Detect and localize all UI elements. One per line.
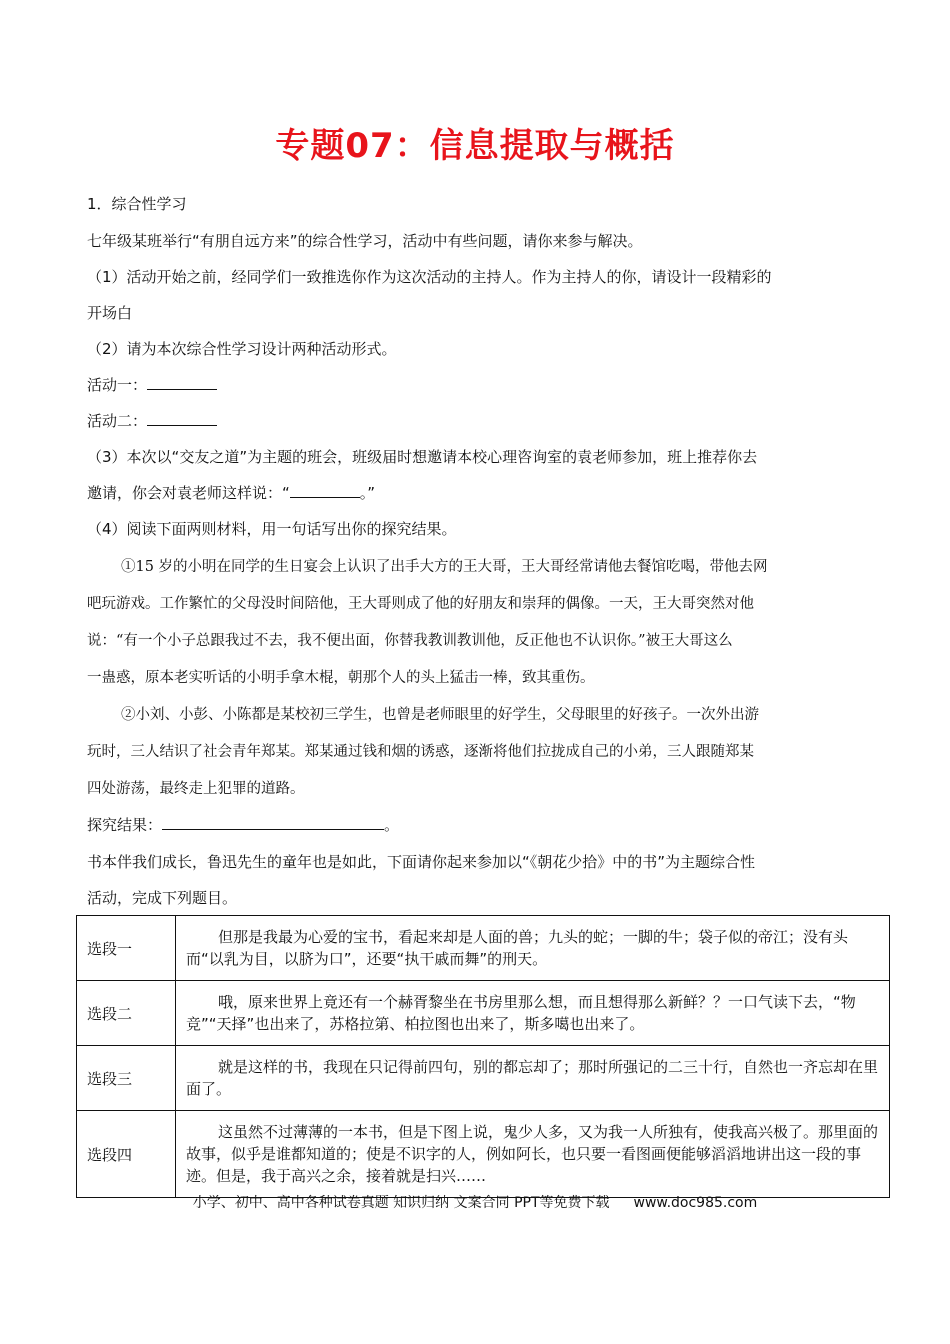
subquestion-3-cont [87,482,375,503]
subquestion-4: （4）阅读下面两则材料，用一句话写出你的探究结果。 [87,520,457,538]
question-heading: 1．综合性学习 [87,195,187,213]
activity-2-line [87,410,217,431]
subquestion-3: （3）本次以“交友之道”为主题的班会，班级届时想邀请本校心理咨询室的袁老师参加，班上推荐你去 [87,448,758,466]
question-intro: 七年级某班举行“有朋自远方来”的综合性学习，活动中有些问题，请你来参与解决。 [87,232,643,250]
invitation-prefix: 邀请，你会对袁老师这样说：“ [87,484,290,502]
excerpt-text-cell [176,1046,890,1111]
page-footer [0,1192,950,1212]
result-blank[interactable] [162,814,384,830]
excerpt-text: 但那是我最为心爱的宝书，看起来却是人面的兽；九头的蛇；一脚的牛；袋子似的帝江；没有头而“以乳为目，以脐为口”，还要“执干戚而舞”的刑天。 [186,928,849,968]
excerpt-text: 就是这样的书，我现在只记得前四句，别的都忘却了；那时所强记的二三十行，自然也一齐忘却在里面了。 [186,1058,879,1098]
footer-text: 小学、初中、高中各种试卷真题 知识归纳 文案合同 PPT等免费下载 [192,1195,610,1211]
table-row [77,981,890,1046]
excerpt-table [76,915,890,1198]
question-2-intro-cont: 活动，完成下列题目。 [87,889,238,907]
excerpt-label: 选段四 [77,1111,176,1198]
activity-2-label: 活动二： [87,412,148,430]
material-2-line: 玩时，三人结识了社会青年郑某。郑某通过钱和烟的诱惑，逐渐将他们拉拢成自己的小弟，三人跟随郑某 [87,744,754,760]
excerpt-text-cell [176,981,890,1046]
activity-1-label: 活动一： [87,376,148,394]
material-1-line: 说：“有一个小子总跟我过不去，我不便出面，你替我教训教训他，反正他也不认识你。”被王大哥这么 [87,633,733,649]
invitation-blank[interactable] [290,482,360,498]
subquestion-1-cont: 开场白 [87,304,133,322]
page-title: 专题07：信息提取与概括 [275,126,675,166]
material-2-line: ②小刘、小彭、小陈都是某校初三学生，也曾是老师眼里的好学生，父母眼里的好孩子。一次外出游 [121,707,759,723]
excerpt-label: 选段二 [77,981,176,1046]
activity-2-blank[interactable] [147,410,217,426]
material-1-line: ①15 岁的小明在同学的生日宴会上认识了出手大方的王大哥，王大哥经常请他去餐馆吃喝，带他去网 [121,559,768,575]
result-line [87,814,399,835]
table-row [77,1046,890,1111]
result-label: 探究结果： [87,816,163,834]
excerpt-text-cell [176,916,890,981]
footer-link[interactable]: www.doc985.com [633,1195,758,1211]
activity-1-blank[interactable] [147,374,217,390]
invitation-suffix: 。” [359,484,376,502]
result-end: 。 [384,816,400,834]
material-2-line: 四处游荡，最终走上犯罪的道路。 [87,781,305,797]
excerpt-label: 选段一 [77,916,176,981]
question-2-intro: 书本伴我们成长，鲁迅先生的童年也是如此，下面请你起来参加以“《朝花少拾》中的书”为主题综合性 [87,853,756,871]
excerpt-text: 哦，原来世界上竟还有一个赫胥黎坐在书房里那么想，而且想得那么新鲜？？一口气读下去，“物竞”“天择”也出来了，苏格拉第、柏拉图也出来了，斯多噶也出来了。 [186,993,856,1033]
excerpt-text: 这虽然不过薄薄的一本书，但是下图上说，鬼少人多，又为我一人所独有，使我高兴极了。那里面的故事，似乎是谁都知道的；使是不识字的人，例如阿长，也只要一看图画便能够滔滔地讲出这一段的事迹。但是，我于高兴之余，接着就是扫兴…… [186,1123,879,1185]
material-1-line: 一蛊惑，原本老实听话的小明手拿木棍，朝那个人的头上猛击一棒，致其重伤。 [87,670,595,686]
table-row [77,916,890,981]
activity-1-line [87,374,217,395]
subquestion-1: （1）活动开始之前，经同学们一致推选你作为这次活动的主持人。作为主持人的你，请设计一段精彩的 [87,268,772,286]
table-row [77,1111,890,1198]
material-1-line: 吧玩游戏。工作繁忙的父母没时间陪他，王大哥则成了他的好朋友和崇拜的偶像。一天，王大哥突然对他 [87,596,754,612]
subquestion-2: （2）请为本次综合性学习设计两种活动形式。 [87,340,397,358]
excerpt-label: 选段三 [77,1046,176,1111]
excerpt-text-cell [176,1111,890,1198]
